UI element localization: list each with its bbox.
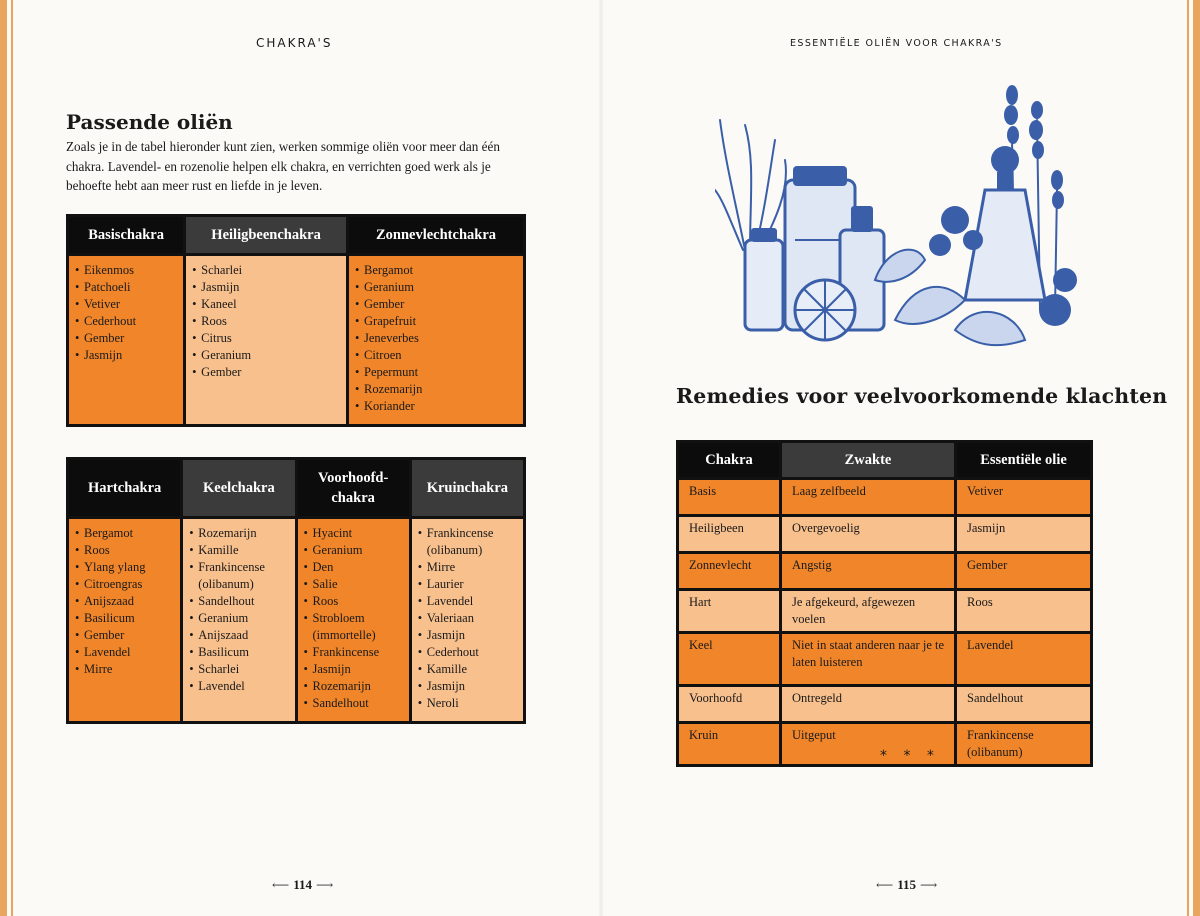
oil-item: • Sandelhout	[304, 695, 403, 712]
oil-item: • Frankincense (olibanum)	[418, 525, 517, 559]
oil-item: • Geranium	[355, 279, 517, 296]
page-number-right	[876, 877, 937, 893]
column-header: Keelchakra	[182, 459, 296, 518]
oil-item: • Basilicum	[189, 644, 288, 661]
table-row	[678, 553, 1092, 590]
ornament-icon: ⟵	[876, 877, 894, 892]
oil-item: • Lavendel	[75, 644, 174, 661]
oil-cell	[296, 518, 410, 723]
oil-item: • Neroli	[418, 695, 517, 712]
oil-bottles-illustration	[715, 80, 1095, 380]
oil-item: • Vetiver	[75, 296, 177, 313]
oil-item: • Salie	[304, 576, 403, 593]
oil-item: • Jasmijn	[75, 347, 177, 364]
oil-list	[75, 525, 174, 678]
oil-item: • Mirre	[418, 559, 517, 576]
column-header: Zwakte	[781, 442, 956, 479]
weakness-cell: Overgevoelig	[781, 516, 956, 553]
oil-item: • Patchoeli	[75, 279, 177, 296]
weakness-cell: Laag zelfbeeld	[781, 479, 956, 516]
page-border-right	[1193, 0, 1200, 916]
page-number-left	[272, 877, 333, 893]
oil-item: • Mirre	[75, 661, 174, 678]
oil-item: • Gember	[192, 364, 340, 381]
oil-item: • Jeneverbes	[355, 330, 517, 347]
oil-item: • Sandelhout	[189, 593, 288, 610]
chakra-cell: Heiligbeen	[678, 516, 781, 553]
intro-paragraph: Zoals je in de tabel hieronder kunt zien, werken sommige oliën voor meer dan één chakra. Lavendel- en rozenolie helpen elk chakra, en verrichten goed werk als je behoefte hebt aan meer rust en liefde in je leven.	[66, 139, 500, 193]
oil-item: • Rozemarijn	[355, 381, 517, 398]
oil-item: • Den	[304, 559, 403, 576]
oil-item: • Pepermunt	[355, 364, 517, 381]
oil-list	[304, 525, 403, 712]
oil-item: • Koriander	[355, 398, 517, 415]
oil-item: • Scharlei	[189, 661, 288, 678]
oil-item: • Frankincense (olibanum)	[189, 559, 288, 593]
ornament-icon: ⟶	[920, 877, 938, 892]
oil-item: • Roos	[75, 542, 174, 559]
oil-item: • Kamille	[418, 661, 517, 678]
oil-item: • Hyacint	[304, 525, 403, 542]
oil-item: • Rozemarijn	[304, 678, 403, 695]
oil-item: • Lavendel	[189, 678, 288, 695]
oil-item: • Scharlei	[192, 262, 340, 279]
oil-item: • Roos	[304, 593, 403, 610]
chakra-oils-table-1	[66, 214, 526, 427]
oil-item: • Gember	[75, 330, 177, 347]
running-head-right: ESSENTIËLE OLIËN VOOR CHAKRA'S	[790, 38, 1003, 49]
oil-item: • Rozemarijn	[189, 525, 288, 542]
chakra-cell: Keel	[678, 633, 781, 686]
oil-cell: Frankincense (olibanum)	[956, 723, 1092, 766]
column-header: Zonnevlechtchakra	[348, 216, 525, 255]
oil-list	[75, 262, 177, 364]
table-row	[678, 516, 1092, 553]
oil-item: • Geranium	[189, 610, 288, 627]
ornament-icon: ⟶	[316, 877, 334, 892]
column-header: Kruinchakra	[410, 459, 524, 518]
column-header: Hartchakra	[68, 459, 182, 518]
oil-item: • Laurier	[418, 576, 517, 593]
oil-item: • Jasmijn	[192, 279, 340, 296]
oil-cell	[182, 518, 296, 723]
chakra-cell: Basis	[678, 479, 781, 516]
oil-list	[418, 525, 517, 712]
weakness-cell: Je afgekeurd, afgewezen voelen	[781, 590, 956, 633]
oil-item: • Grapefruit	[355, 313, 517, 330]
oil-item: • Gember	[355, 296, 517, 313]
oil-cell: Lavendel	[956, 633, 1092, 686]
weakness-cell: Ontregeld	[781, 686, 956, 723]
column-header: Basischakra	[68, 216, 185, 255]
oil-item: • Eikenmos	[75, 262, 177, 279]
section-title-oils: Passende oliën	[66, 110, 233, 134]
page-number: 114	[293, 877, 312, 892]
oil-item: • Jasmijn	[418, 627, 517, 644]
oil-item: • Anijszaad	[75, 593, 174, 610]
chakra-oils-table-2	[66, 457, 526, 724]
oil-cell: Vetiver	[956, 479, 1092, 516]
oil-item: • Citroen	[355, 347, 517, 364]
column-header: Voorhoofd-chakra	[296, 459, 410, 518]
oil-item: • Ylang ylang	[75, 559, 174, 576]
oil-item: • Cederhout	[75, 313, 177, 330]
oil-item: • Cederhout	[418, 644, 517, 661]
weakness-cell: Uitgeput	[781, 723, 956, 766]
oil-item: • Bergamot	[75, 525, 174, 542]
table-row	[678, 686, 1092, 723]
page-number: 115	[897, 877, 916, 892]
oil-item: • Kaneel	[192, 296, 340, 313]
weakness-cell: Niet in staat anderen naar je te laten luisteren	[781, 633, 956, 686]
oil-cell: Gember	[956, 553, 1092, 590]
oil-item: • Geranium	[304, 542, 403, 559]
oil-item: • Anijszaad	[189, 627, 288, 644]
oil-item: • Bergamot	[355, 262, 517, 279]
oil-list	[355, 262, 517, 415]
remedies-table	[676, 440, 1093, 767]
oil-item: • Strobloem (immortelle)	[304, 610, 403, 644]
table-row	[678, 633, 1092, 686]
oil-item: • Roos	[192, 313, 340, 330]
section-title-remedies: Remedies voor veelvoorkomende klachten	[676, 384, 1168, 408]
chakra-cell: Kruin	[678, 723, 781, 766]
oil-cell	[410, 518, 524, 723]
weakness-cell: Angstig	[781, 553, 956, 590]
oil-item: • Lavendel	[418, 593, 517, 610]
oil-item: • Frankincense	[304, 644, 403, 661]
oil-item: • Jasmijn	[418, 678, 517, 695]
column-header: Heiligbeenchakra	[185, 216, 348, 255]
oil-cell	[348, 255, 525, 426]
column-header: Chakra	[678, 442, 781, 479]
oil-cell	[68, 255, 185, 426]
oil-item: • Gember	[75, 627, 174, 644]
table-row	[678, 590, 1092, 633]
oil-cell: Roos	[956, 590, 1092, 633]
chakra-cell: Hart	[678, 590, 781, 633]
oil-item: • Kamille	[189, 542, 288, 559]
book-fold	[598, 0, 604, 916]
oil-item: • Valeriaan	[418, 610, 517, 627]
column-header: Essentiële olie	[956, 442, 1092, 479]
oil-cell	[68, 518, 182, 723]
oil-cell: Jasmijn	[956, 516, 1092, 553]
oil-item: • Geranium	[192, 347, 340, 364]
oil-item: • Citrus	[192, 330, 340, 347]
chakra-cell: Zonnevlecht	[678, 553, 781, 590]
oil-list	[189, 525, 288, 695]
chakra-cell: Voorhoofd	[678, 686, 781, 723]
oil-item: • Jasmijn	[304, 661, 403, 678]
oil-item: • Basilicum	[75, 610, 174, 627]
oil-cell	[185, 255, 348, 426]
running-head-left: CHAKRA'S	[256, 36, 333, 50]
oil-list	[192, 262, 340, 381]
ornament-icon: ⟵	[272, 877, 290, 892]
section-break-stars: * * *	[880, 748, 940, 764]
page-border-left	[0, 0, 7, 916]
table-row	[678, 479, 1092, 516]
oil-cell: Sandelhout	[956, 686, 1092, 723]
oil-item: • Citroengras	[75, 576, 174, 593]
